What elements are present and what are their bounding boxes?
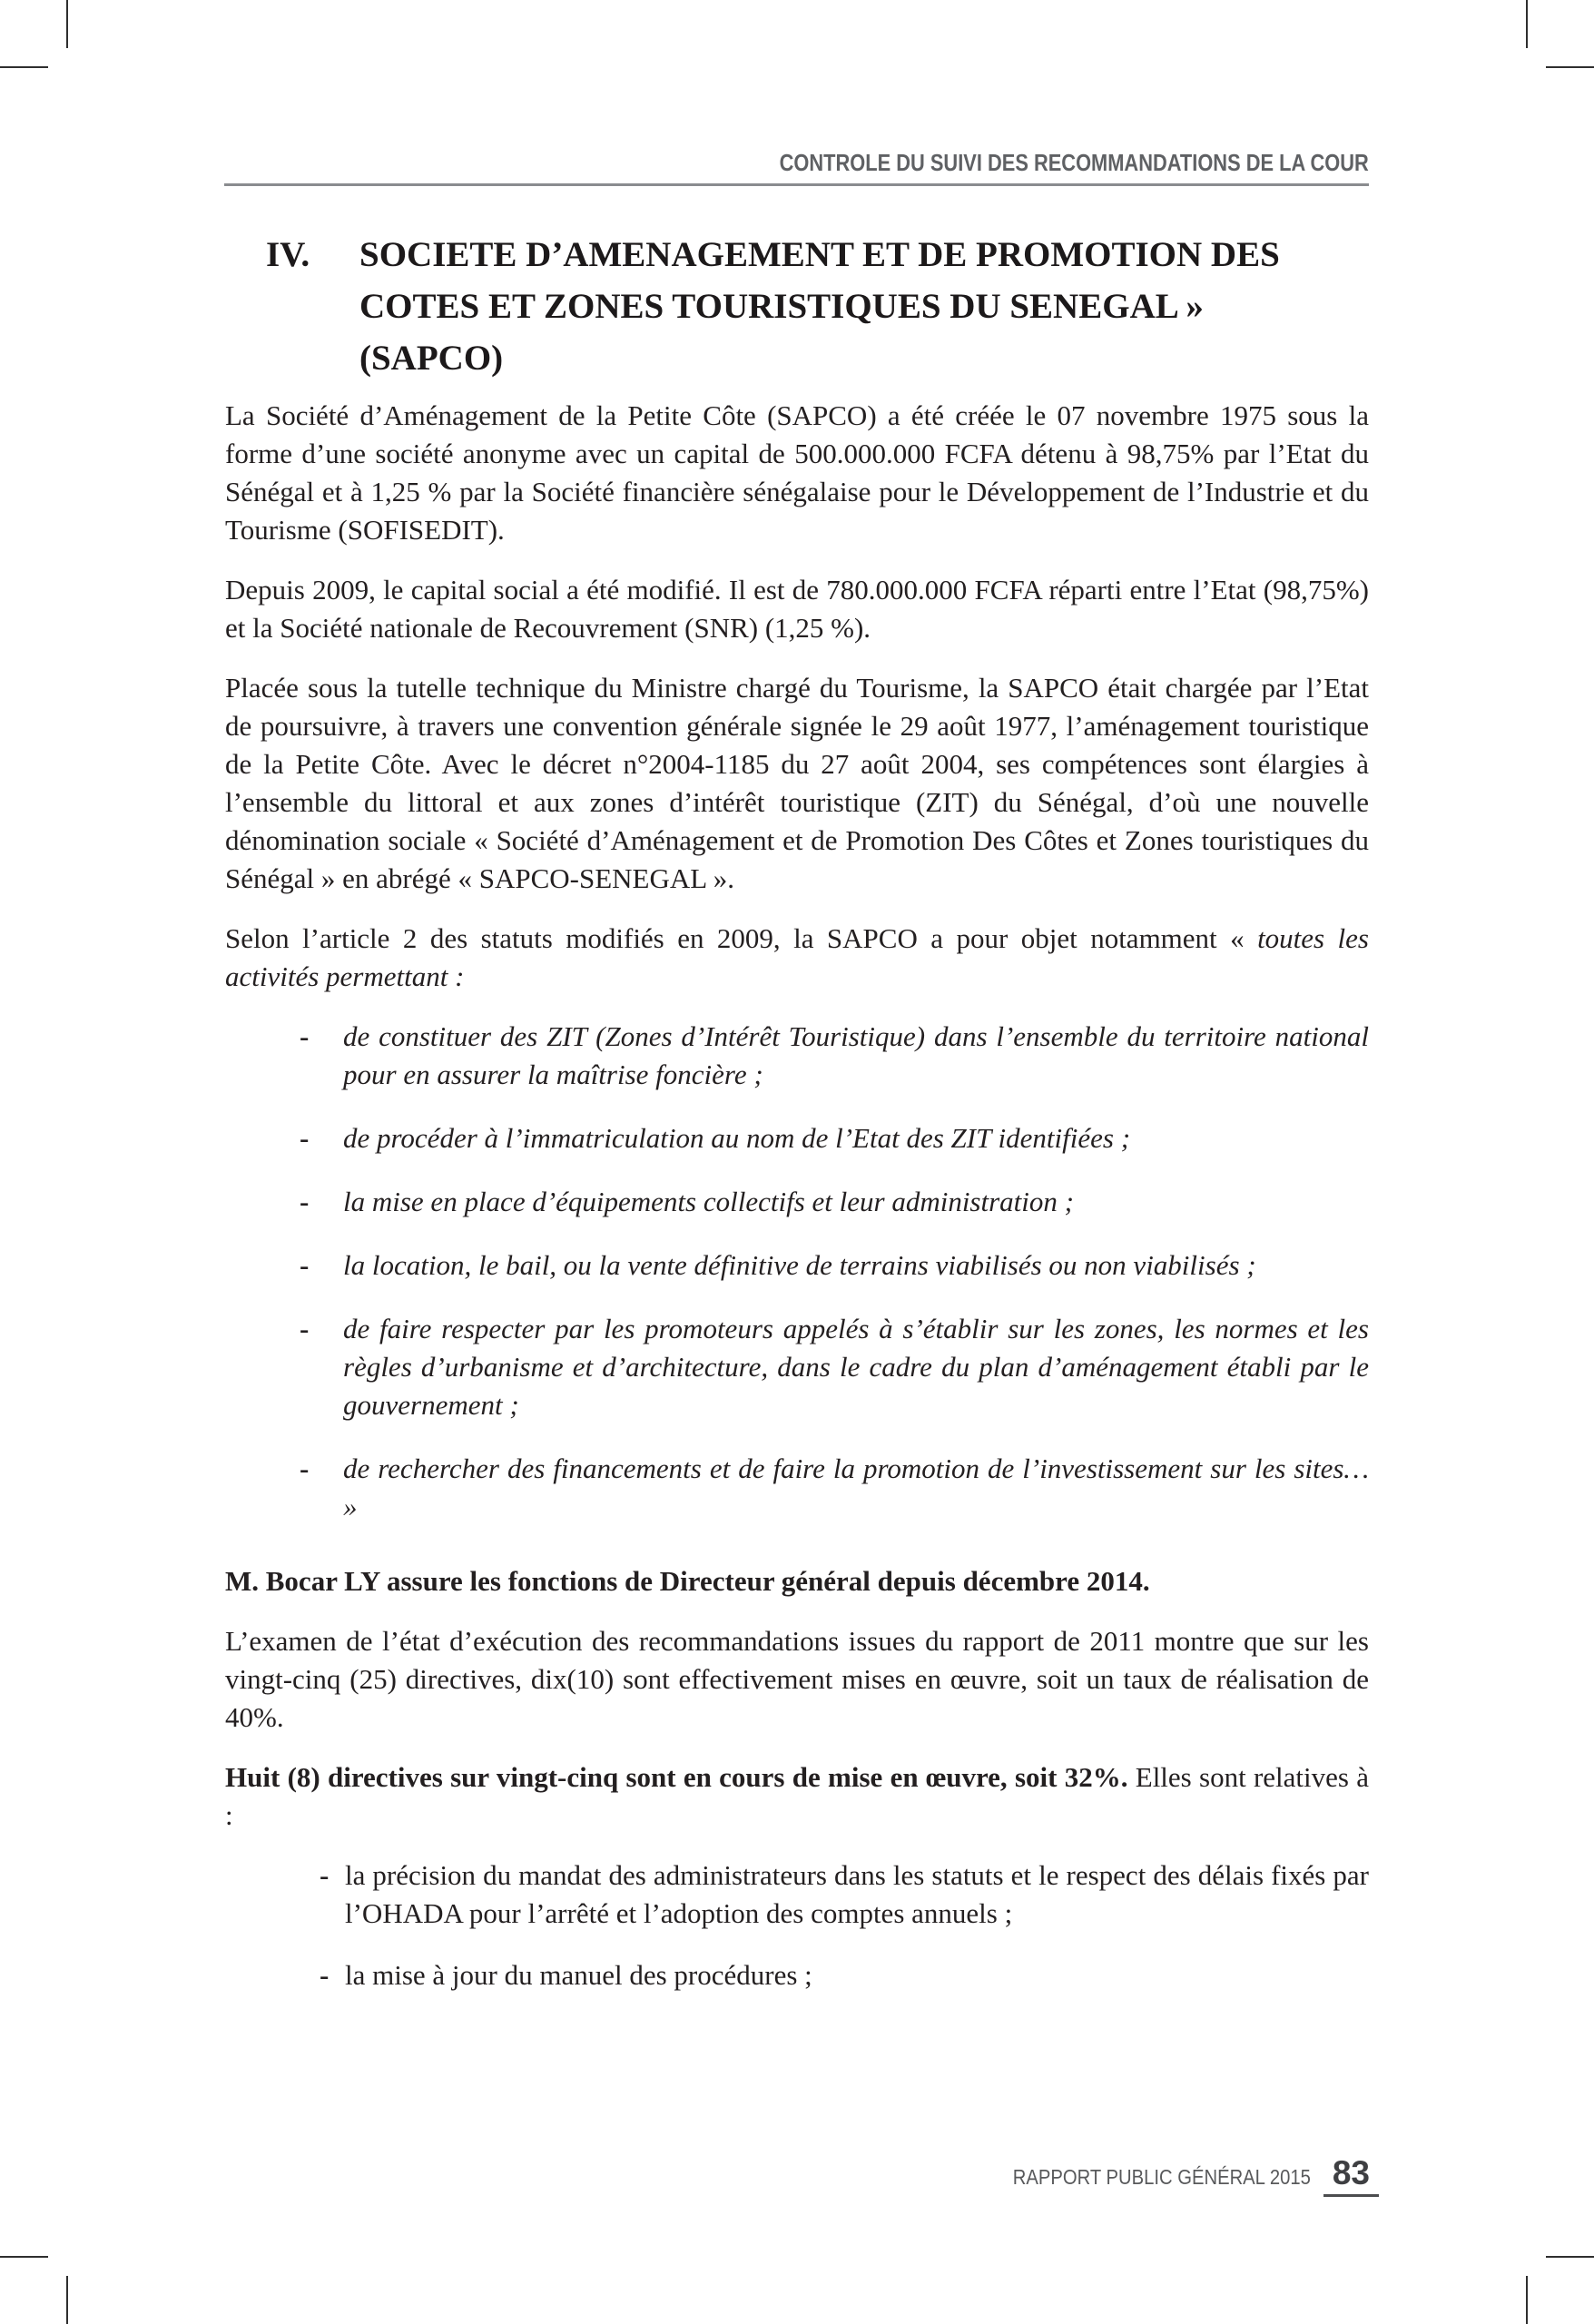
objective-item: - de constituer des ZIT (Zones d’Intérêt Touristique) dans l’ensemble du territoire national pour en assurer la maîtrise foncière ; xyxy=(225,1018,1369,1094)
crop-mark xyxy=(0,66,48,68)
objectives-list xyxy=(225,1018,1369,1526)
crop-mark xyxy=(66,2276,68,2324)
header-rule xyxy=(224,183,1369,186)
section-title-line: COTES ET ZONES TOURISTIQUES DU SENEGAL » xyxy=(359,287,1204,326)
crop-mark xyxy=(1526,2276,1528,2324)
directive-item: - la mise à jour du manuel des procédures ; xyxy=(225,1956,1369,1994)
page-number: 83 xyxy=(1323,2155,1379,2197)
paragraph-statuts-italic: toutes les activités permettant : xyxy=(225,922,1369,992)
section-number: IV. xyxy=(266,235,310,274)
running-header: CONTROLE DU SUIVI DES RECOMMANDATIONS DE LA COUR xyxy=(779,149,1369,176)
objective-item: - de faire respecter par les promoteurs appelés à s’établir sur les zones, les normes et les règles d’urbanisme et d’architecture, dans le cadre du plan d’aménagement établi par le gouvernement ; xyxy=(225,1310,1369,1424)
paragraph-creation: La Société d’Aménagement de la Petite Côte (SAPCO) a été créée le 07 novembre 1975 sous la forme d’une société anonyme avec un capital de 500.000.000 FCFA détenu à 98,75% par l’Etat du Sénégal et à 1,25 % par la Société financière sénégalaise pour le Développement de l’Industrie et du Tourisme (SOFISEDIT). xyxy=(225,399,1369,546)
directives-list xyxy=(225,1856,1369,1994)
paragraph-huit-directives xyxy=(225,1758,1369,1835)
crop-mark xyxy=(1546,66,1594,68)
objective-item: - de rechercher des financements et de faire la promotion de l’investissement sur les sites… » xyxy=(225,1450,1369,1526)
objective-item: - la location, le bail, ou la vente définitive de terrains viabilisés ou non viabilisés ; xyxy=(225,1246,1369,1285)
paragraph-statuts xyxy=(225,920,1369,996)
objective-item: - de procéder à l’immatriculation au nom de l’Etat des ZIT identifiées ; xyxy=(225,1119,1369,1157)
section-title-line: (SAPCO) xyxy=(359,339,504,378)
page-content xyxy=(225,229,1369,2031)
crop-mark xyxy=(1546,2256,1594,2258)
page-footer xyxy=(972,2155,1379,2197)
directive-item: - la précision du mandat des administrateurs dans les statuts et le respect des délais fixés par l’OHADA pour l’arrêté et l’adoption des comptes annuels ; xyxy=(225,1856,1369,1933)
crop-mark xyxy=(0,2256,48,2258)
footer-report-title: RAPPORT PUBLIC GÉNÉRAL 2015 xyxy=(1012,2165,1311,2189)
paragraph-directeur: M. Bocar LY assure les fonctions de Directeur général depuis décembre 2014. xyxy=(225,1565,1150,1597)
paragraph-statuts-regular: Selon l’article 2 des statuts modifiés en 2009, la SAPCO a pour objet notamment « xyxy=(225,922,1258,954)
paragraph-capital: Depuis 2009, le capital social a été modifié. Il est de 780.000.000 FCFA réparti entre l’Etat (98,75%) et la Société nationale de Recouvrement (SNR) (1,25 %). xyxy=(225,574,1369,644)
section-title-line: SOCIETE D’AMENAGEMENT ET DE PROMOTION DES xyxy=(359,235,1280,274)
paragraph-huit-directives-bold: Huit (8) directives sur vingt-cinq sont en cours de mise en œuvre, soit 32%. xyxy=(225,1761,1128,1793)
crop-mark xyxy=(66,0,68,48)
crop-mark xyxy=(1526,0,1528,48)
section-heading xyxy=(225,229,1369,384)
paragraph-examen: L’examen de l’état d’exécution des recommandations issues du rapport de 2011 montre que sur les vingt-cinq (25) directives, dix(10) sont effectivement mises en œuvre, soit un taux de réalisation de 40%. xyxy=(225,1625,1369,1733)
paragraph-huit-directives-regular: Elles sont relatives à : xyxy=(225,1761,1370,1831)
objective-item: - la mise en place d’équipements collectifs et leur administration ; xyxy=(225,1183,1369,1221)
paragraph-tutelle: Placée sous la tutelle technique du Ministre chargé du Tourisme, la SAPCO était chargée par l’Etat de poursuivre, à travers une convention générale signée le 29 août 1977, l’aménagement touristique de la Petite Côte. Avec le décret n°2004-1185 du 27 août 2004, ses compétences sont élargies à l’ensemble du littoral et aux zones d’intérêt touristique (ZIT) du Sénégal, d’où une nouvelle dénomination sociale « Société d’Aménagement et de Promotion Des Côtes et Zones touristiques du Sénégal » en abrégé « SAPCO-SENEGAL ». xyxy=(225,672,1369,894)
